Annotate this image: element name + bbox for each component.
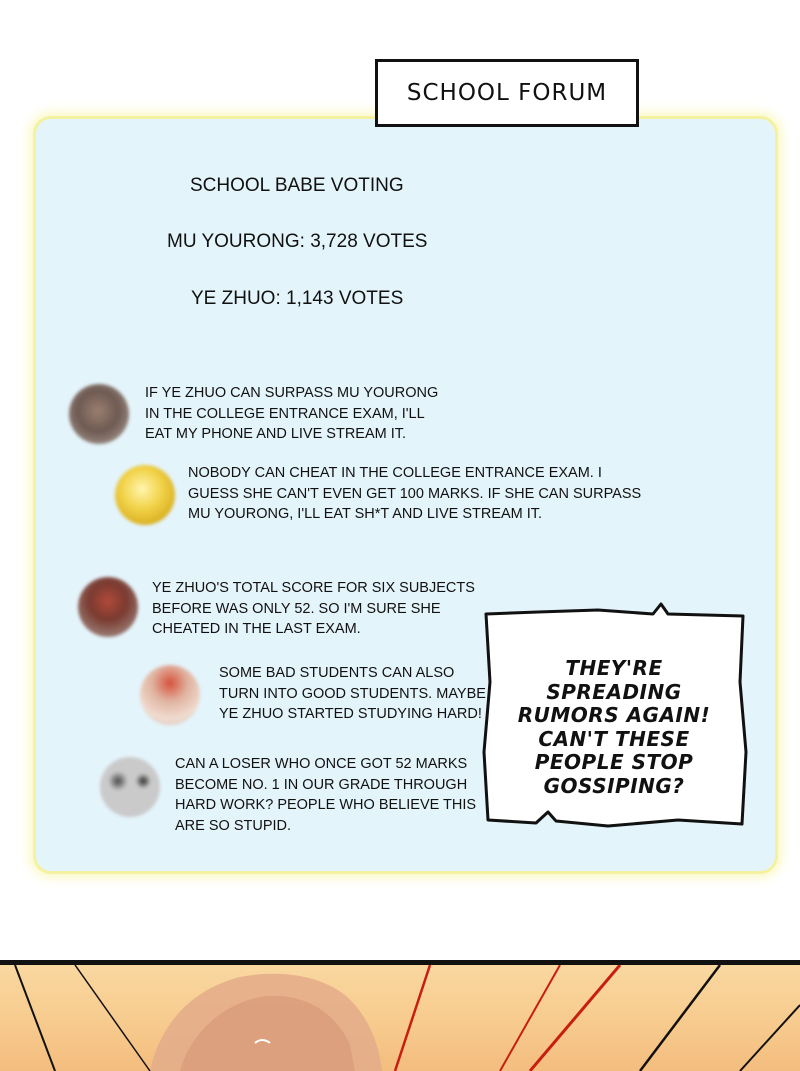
avatar — [100, 757, 160, 817]
comment-5: CAN A LOSER WHO ONCE GOT 52 MARKS BECOME NO. 1 IN OUR GRADE THROUGH HARD WORK? PEOPLE WHO BELIEVE THIS ARE SO STUPID. — [175, 756, 477, 834]
avatar — [69, 384, 129, 444]
school-forum-header — [375, 59, 639, 127]
vote-entry-ye-zhuo: YE ZHUO: 1,143 VOTES — [191, 288, 404, 309]
comment-3: YE ZHUO'S TOTAL SCORE FOR SIX SUBJECTS BEFORE WAS ONLY 52. SO I'M SURE SHE CHEATED IN THE LAST EXAM. — [152, 580, 475, 637]
speech-bubble-text: THEY'RE SPREADING RUMORS AGAIN! CAN'T THESE PEOPLE STOP GOSSIPING? — [517, 656, 711, 798]
speech-bubble — [478, 602, 750, 830]
comment-1: IF YE ZHUO CAN SURPASS MU YOURONG IN THE COLLEGE ENTRANCE EXAM, I'LL EAT MY PHONE AND LIVE STREAM IT. — [145, 385, 439, 442]
comic-scene-panel — [0, 960, 800, 1071]
scene-illustration — [0, 965, 800, 1071]
voting-title: SCHOOL BABE VOTING — [190, 175, 404, 196]
school-forum-label: SCHOOL FORUM — [406, 80, 608, 106]
vote-entry-mu-yourong: MU YOURONG: 3,728 VOTES — [167, 231, 428, 252]
avatar — [78, 577, 138, 637]
comment-4: SOME BAD STUDENTS CAN ALSO TURN INTO GOOD STUDENTS. MAYBE YE ZHUO STARTED STUDYING HARD! — [219, 665, 486, 722]
avatar — [140, 665, 200, 725]
avatar — [115, 465, 175, 525]
comment-2: NOBODY CAN CHEAT IN THE COLLEGE ENTRANCE EXAM. I GUESS SHE CAN'T EVEN GET 100 MARKS. IF SHE CAN SURPASS MU YOURONG, I'LL EAT SH*T AND LIVE STREAM IT. — [188, 465, 642, 522]
